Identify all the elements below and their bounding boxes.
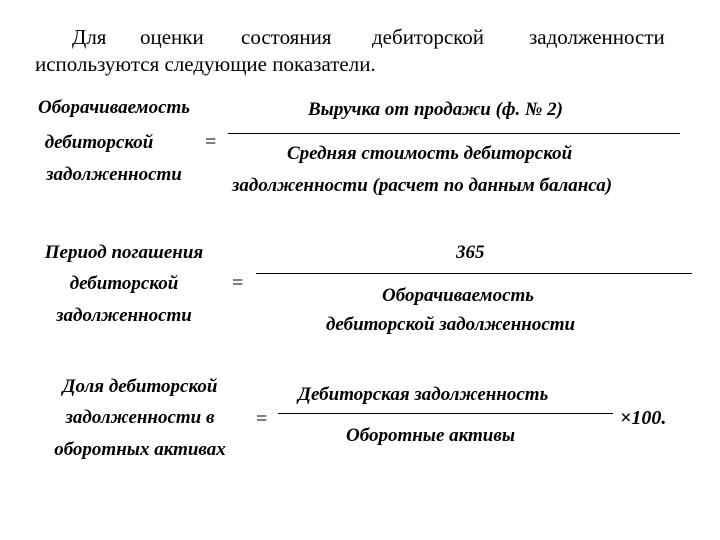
fraction-denominator-line: Оборачиваемость: [382, 285, 534, 306]
fraction-numerator: Выручка от продажи (ф. № 2): [308, 99, 563, 120]
formula-name-line: задолженности: [46, 164, 182, 185]
fraction-denominator-line: Средняя стоимость дебиторской: [287, 143, 573, 164]
formula-name-line: дебиторской: [69, 273, 179, 294]
formula-name-line: Оборачиваемость: [38, 97, 190, 118]
fraction-numerator: Дебиторская задолженность: [298, 384, 549, 405]
fraction-numerator: 365: [456, 242, 485, 263]
fraction-bar: [228, 133, 680, 134]
multiplier: ×100.: [620, 407, 667, 429]
equals-sign: =: [232, 272, 244, 294]
equals-sign: =: [205, 131, 217, 153]
fraction-denominator-line: Оборотные активы: [346, 425, 516, 446]
intro-word: оценки: [140, 25, 204, 49]
intro-word: Для: [72, 25, 107, 49]
intro-line-2: используются следующие показатели.: [35, 52, 376, 76]
formula-name-line: Период погашения: [44, 242, 204, 263]
intro-word: дебиторской: [372, 25, 485, 49]
formula-name-line: оборотных активах: [54, 439, 226, 460]
intro-word: задолженности: [529, 25, 665, 49]
formula-name-line: дебиторской: [44, 132, 154, 153]
formula-name-line: Доля дебиторской: [62, 376, 218, 397]
fraction-bar: [278, 413, 613, 414]
fraction-denominator-line: задолженности (расчет по данным баланса): [232, 175, 613, 196]
intro-word: состояния: [241, 25, 332, 49]
formula-name-line: задолженности в: [65, 407, 215, 428]
fraction-bar: [256, 273, 692, 274]
formula-name-line: задолженности: [56, 305, 192, 326]
fraction-denominator-line: дебиторской задолженности: [326, 314, 576, 335]
equals-sign: =: [256, 408, 268, 430]
